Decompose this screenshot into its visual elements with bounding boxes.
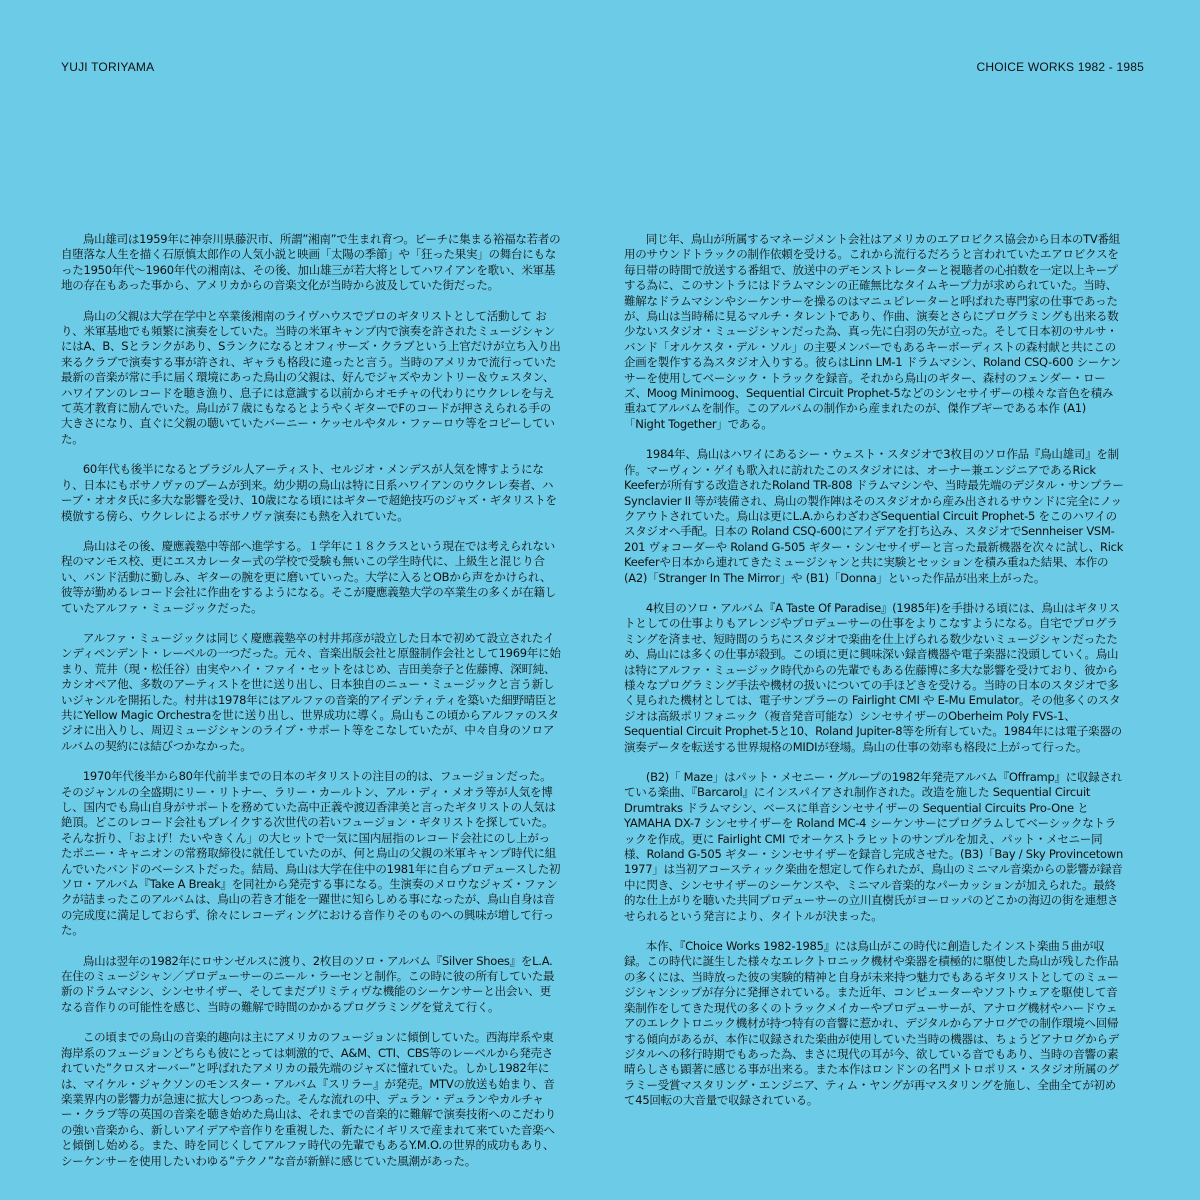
paragraph: アルファ・ミュージックは同じく慶應義塾卒の村井邦彦が設立した日本で初めて設立されたインディペンデント・レーベルの一つだった。元々、音楽出版会社と原盤制作会社として1969年に始まり、荒井（現・松任谷）由実やハイ・ファイ・セットをはじめ、吉田美奈子と佐藤博、深町純、カシオペア他、多数のアーティストを世に送り出し、日本独自のニュー・ミュージックと言う新しいジャンルを開拓した。村井は1978年にはアルファの音楽的アイデンティティを築いた細野晴臣と共にYellow Magic Orchestraを世に送り出し、世界成功に導く。鳥山もこの頃からアルファのスタジオに出入りし、周辺ミュージシャンのライブ・サポート等をこなしていたが、中々自身のソロアルバムの契約には結びつかなかった。 — [61, 630, 561, 753]
paragraph: 本作、『Choice Works 1982-1985』には鳥山がこの時代に創造したインスト楽曲５曲が収録。この時代に誕生した様々なエレクトロニック機材や楽器を積極的に駆使した鳥山が残した作品の多くには、当時放った彼の実験的精神と自身が未来持つ魅力でもあるギタリストとしてのミュージシャンシップが存分に発揮されている。また近年、コンピューターやソフトウェアを駆使して音楽制作をしてきた現代の多くのトラックメイカーやプロデューサーが、アナログ機材やハードウェアのエレクトロニック機材が持つ特有の音響に惹かれ、デジタルからアナログでの制作環境へ回帰する傾向があるが、本作に収録された楽曲が使用していた当時の機器は、ちょうどアナログからデジタルへの移行時期でもあった為、まさに現代の耳が今、欲している音でもあり、当時の音響の素晴らしさも顕著に感じる事が出来る。また本作はロンドンの名門メトロポリス・スタジオ所属のグラミー受賞マスタリング・エンジニア、ティム・ヤングが再マスタリングを施し、全曲全てが初めて45回転の大音量で収録されている。 — [624, 939, 1119, 1108]
paragraph: 鳥山の父親は大学在学中と卒業後湘南のライヴハウスでプロのギタリストとして活動して おり、米軍基地でも頻繁に演奏をしていた。当時の米軍キャンプ内で演奏を許されたミュージシャンにはA、B、Sとランクがあり、Sランクになるとオフィサーズ・クラブという上官だけが立ち入り出来るクラブで演奏する事が許され、ギャラも格段に違ったと言う。当時のアメリカで流行っていた最新の音楽が常に手に届く環境にあった鳥山の父親は、好んでジャズやカントリー＆ウェスタン、ハワイアンのレコードを聴き漁り、息子には意識する以前からオモチャの代わりにウクレレを与えて英才教育に励んでいた。鳥山が７歳にもなるとようやくギターでFのコードが押さえられる手の大きさになり、直ぐに父親の聴いていたバーニー・ケッセルやタル・ファーロウ等をコピーしていた。 — [61, 308, 561, 446]
paragraph: 4枚目のソロ・アルバム『A Taste Of Paradise』(1985年)を手掛ける頃には、鳥山はギタリストとしての仕事よりもアレンジやプロデューサーの仕事をよりこなすようになる。自宅でプログラミングを済ませ、短時間のうちにスタジオで楽曲を仕上げられる数少ないミュージシャンだったため、鳥山には多くの仕事が殺到。この頃に更に興味深い録音機器や電子楽器に没頭していく。鳥山は特にアルファ・ミュージック時代からの先輩でもある佐藤博に多大な影響を受けており、彼から様々なプログラミング手法や機材の扱いについての手ほどきを受ける。当時の日本のスタジオで多く見られた機材としては、電子サンプラーの Fairlight CMI や E-Mu Emulator。その他多くのスタジオは高級ポリフォニック（複音発音可能な）シンセサイザーのOberheim Poly FVS-1、Sequential Circuit Prophet-5と10、Roland Jupiter-8等を所有していた。1984年には電子楽器の演奏データを転送する世界規格のMIDIが登場。鳥山の仕事の効率も格段に上がって行った。 — [624, 600, 1122, 754]
paragraph: (B2)「 Maze」はパット・メセニー・グループの1982年発売アルバム『Offramp』に収録されている楽曲、『Barcarol』にインスパイアされ制作された。改造を施した Sequential Circuit Drumtraks ドラムマシン、ベースに単音シンセサイザーの Sequential Circuits Pro-One とYAMAHA DX-7 シンセサイザーを Roland MC-4 シーケンサーにプログラムしてベーシックなトラックを作成。更に Fairlight CMI でオーケストラヒットのサンプルを加え、パット・メセニー同様、Roland G-505 ギター・シンセサイザーを録音し完成させた。(B3)「Bay / Sky Provincetown 1977」は当初アコースティック楽曲を想定して作られたが、鳥山のミニマル音楽からの影響が録音中に閃き、シンセサイザーのシーケンスや、ミニマル音楽的なパーカッションが加えられた。最終的な仕上がりを聴いた共同プロデューサーの立川直樹氏がヨーロッパのどこかの海辺の街を連想させられるという発言により、タイトルが決まった。 — [624, 770, 1123, 923]
header-artist: YUJI TORIYAMA — [61, 60, 155, 74]
paragraph: 鳥山は翌年の1982年にロサンゼルスに渡り、2枚目のソロ・アルバム『Silver Shoes』をL.A.在住のミュージシャン／プロデューサーのニール・ラーセンと制作。この時に彼の所有していた最新のドラムマシン、シンセサイザー、そしてまだプリミティヴな機能のシーケンサーと出会い、更なる音作りの可能性を感じ、当時の難解で時間のかかるプログラミングを覚えて行く。 — [61, 953, 555, 1014]
header-album-title: CHOICE WORKS 1982 - 1985 — [976, 60, 1144, 74]
left-column — [61, 232, 561, 1184]
paragraph: 1984年、鳥山はハワイにあるシー・ウェスト・スタジオで3枚目のソロ作品『鳥山雄司』を制作。マーヴィン・ゲイも歌入れに訪れたこのスタジオには、オーナー兼エンジニアであるRick Keeferが所有する改造されたRoland TR-808 ドラムマシンや、当時最先端のデジタル・サンプラー Synclavier II 等が装備され、鳥山の製作陣はそのスタジオから産み出されるサウンドに完全にノックアウトされていた。鳥山は更にL.A.からわざわざSequential Circuit Prophet-5 をこのハワイのスタジオへ手配。日本の Roland CSQ-600にアイデアを打ち込み、スタジオでSennheiser VSM-201 ヴォコーダーや Roland G-505 ギター・シンセサイザーと言った最新機器を次々に試し、Rick Keeferや日本から連れてきたミュージシャンと共に実験とセッションを積み重ねた結果、本作の(A2)「Stranger In The Mirror」や (B1)「Donna」といった作品が出来上がった。 — [624, 447, 1124, 585]
right-column — [624, 232, 1124, 1124]
paragraph: 1970年代後半から80年代前半までの日本のギタリストの注目の的は、フュージョンだった。そのジャンルの全盛期にリー・リトナー、ラリー・カールトン、アル・ディ・メオラ等が人気を博し、国内でも鳥山自身がサポートを務めていた高中正義や渡辺香津美と言ったギタリストの人気は絶頂。どこのレコード会社もブレイクする次世代の若いフュージョン・ギタリストを探していた。そんな折り、「およげ！たいやきくん」の大ヒットで一気に国内屈指のレコード会社にのし上がったポニー・キャニオンの常務取締役に就任していたのが、何と鳥山の父親の米軍キャンプ時代に組んでいたバンドのベーシストだった。結局、鳥山は大学在住中の1981年に自らプロデュースした初ソロ・アルバム『Take A Break』を同社から発売する事になる。生演奏のメロウなジャズ・ファンクが詰まったこのアルバムは、鳥山の若き才能を一躍世に知らしめる事になったが、鳥山自身は音の完成度に満足しておらず、徐々にレコーディングにおける音作りそのものへの興味が増して行った。 — [61, 769, 561, 938]
paragraph: 鳥山雄司は1959年に神奈川県藤沢市、所謂”湘南”で生まれ育つ。ビーチに集まる裕福な若者の自堕落な人生を描く石原慎太郎作の人気小説と映画「太陽の季節」や「狂った果実」の舞台にもなった1950年代〜1960年代の湘南は、その後、加山雄三が若大将としてハワイアンを歌い、米軍基地の存在もあった事から、アメリカからの音楽文化が当時から波及していた街だった。 — [61, 232, 561, 293]
paragraph: この頃までの鳥山の音楽的趣向は主にアメリカのフュージョンに傾倒していた。西海岸系や東海岸系のフュージョンどちらも彼にとっては刺激的で、A&M、CTI、CBS等のレーベルから発売されていた”クロスオーバー”と呼ばれたアメリカの最先端のジャズに憧れていた。しかし1982年には、マイケル・ジャクソンのモンスター・アルバム『スリラー』が発売。MTVの放送も始まり、音楽業界内の影響力が急速に拡大しつつあった。そんな流れの中、デュラン・デュランやカルチャー・クラブ等の英国の音楽を聴き始めた鳥山は、それまでの音楽的に難解で演奏技術へのこだわりの強い音楽から、新しいアイデアや音作りを重視した、新たにイギリスで産まれて来ていた音楽へと傾倒し始める。また、時を同じくしてアルファ時代の先輩でもあるY.M.O.の世界的成功もあり、シーケンサーを使用したいわゆる”テクノ”な音が新鮮に感じていた風潮があった。 — [61, 1030, 556, 1168]
paragraph: 鳥山はその後、慶應義塾中等部へ進学する。１学年に１８クラスという現在では考えられない程のマンモス校、更にエスカレーター式の学校で受験も無いこの学生時代に、上級生と混じり合い、バンド活動に勤しみ、ギターの腕を更に磨いていった。大学に入るとOBから声をかけられ、彼等が勤めるレコード会社に作曲をするようになる。そこが慶應義塾大学の卒業生の多くが在籍していたアルファ・ミュージックだった。 — [61, 538, 556, 615]
paragraph: 同じ年、鳥山が所属するマネージメント会社はアメリカのエアロビクス協会から日本のTV番組用のサウンドトラックの制作依頼を受ける。これから流行るだろうと言われていたエアロビクスを毎日帯の時間で放送する番組で、放送中のデモンストレーターと視聴者の心拍数を一定以上キープする為に、このサントラにはドラムマシンの正確無比なタイムキープ力が求められていた。当時、難解なドラムマシンやシーケンサーを操るのはマニュピレーターと呼ばれた専門家の仕事であったが、鳥山は当時稀に見るマルチ・タレントであり、作曲、演奏とさらにプログラミングも出来る数少ないスタジオ・ミュージシャンだった為、真っ先に白羽の矢が立った。そして日本初のサルサ・バンド「オルケスタ・デル・ソル」の主要メンバーでもあるキーボーディストの森村献と共にこの企画を製作する為スタジオ入りする。彼らはLinn LM-1 ドラムマシン、Roland CSQ-600 シーケンサーを使用してベーシック・トラックを録音。それから鳥山のギター、森村のフェンダー・ローズ、Moog Minimoog、Sequential Circuit Prophet-5などのシンセサイザーの様々な音色を積み重ねてアルバムを制作。このアルバムの制作から産まれたのが、傑作ブギーである本作 (A1)「Night Together」である。 — [624, 232, 1122, 431]
paragraph: 60年代も後半になるとブラジル人アーティスト、セルジオ・メンデスが人気を博すようになり、日本にもボサノヴァのブームが到来。幼少期の鳥山は特に日系ハワイアンのウクレレ奏者、ハーブ・オオタ氏に多大な影響を受け、10歳になる頃にはギターで超絶技巧のジャズ・ギタリストを模倣する傍ら、ウクレレによるボサノヴァ演奏にも熱を入れていた。 — [61, 462, 557, 523]
